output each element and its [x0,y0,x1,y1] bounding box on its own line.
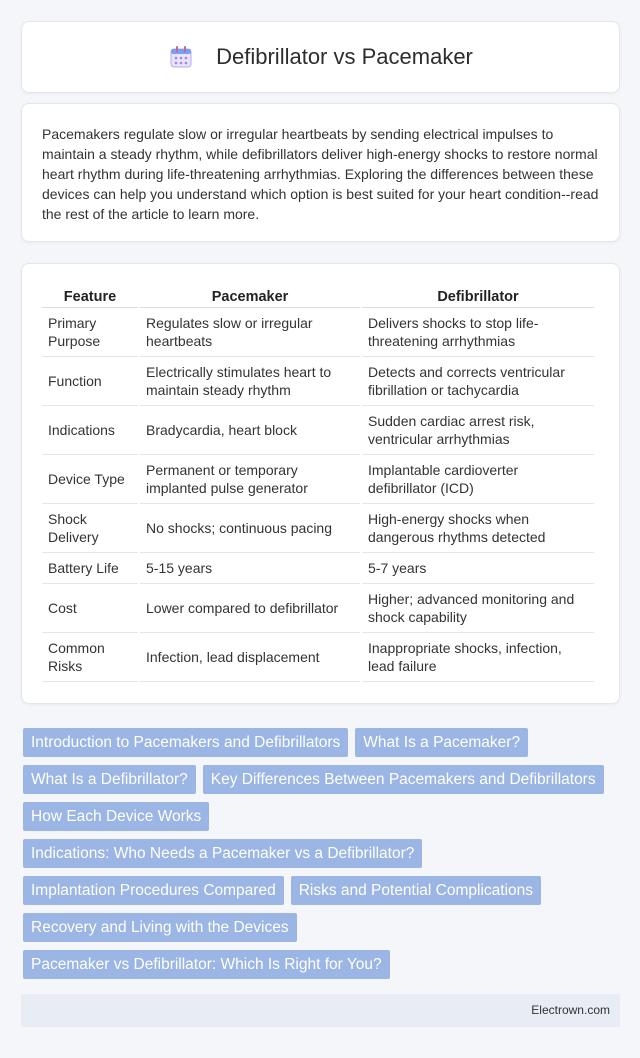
defibrillator-cell: Implantable cardioverter defibrillator (ICD) [362,455,594,504]
feature-cell: Shock Delivery [42,504,138,553]
toc-link-how-each-works[interactable]: How Each Device Works [23,802,209,831]
header-feature: Feature [42,282,138,308]
toc-link-what-is-pacemaker[interactable]: What Is a Pacemaker? [355,728,528,757]
toc-link-key-differences[interactable]: Key Differences Between Pacemakers and Defibrillators [203,765,604,794]
feature-cell: Primary Purpose [42,308,138,357]
defibrillator-cell: Higher; advanced monitoring and shock capability [362,584,594,633]
defibrillator-cell: Detects and corrects ventricular fibrillation or tachycardia [362,357,594,406]
pacemaker-cell: Bradycardia, heart block [140,406,360,455]
toc-link-introduction[interactable]: Introduction to Pacemakers and Defibrillators [23,728,348,757]
pacemaker-cell: Infection, lead displacement [140,633,360,682]
comparison-table-card [21,263,620,704]
header-defibrillator: Defibrillator [362,282,594,308]
table-row [42,357,594,406]
page-title: Defibrillator vs Pacemaker [216,44,473,69]
table-row [42,504,594,553]
pacemaker-cell: Lower compared to defibrillator [140,584,360,633]
toc-row [23,839,620,868]
feature-cell: Common Risks [42,633,138,682]
toc-link-what-is-defibrillator[interactable]: What Is a Defibrillator? [23,765,196,794]
toc-link-implantation[interactable]: Implantation Procedures Compared [23,876,284,905]
footer-site-name[interactable]: Electrown.com [531,1003,610,1017]
toc-row [23,876,620,905]
defibrillator-cell: Inappropriate shocks, infection, lead failure [362,633,594,682]
pacemaker-cell: Electrically stimulates heart to maintain steady rhythm [140,357,360,406]
table-row [42,406,594,455]
toc-row [23,802,620,831]
toc-row [23,728,620,757]
feature-cell: Cost [42,584,138,633]
table-row [42,308,594,357]
toc-row [23,950,620,979]
toc-row [23,765,620,794]
intro-card [21,103,620,242]
feature-cell: Indications [42,406,138,455]
toc-link-risks[interactable]: Risks and Potential Complications [291,876,541,905]
pacemaker-cell: Regulates slow or irregular heartbeats [140,308,360,357]
calendar-icon [168,44,194,70]
pacemaker-cell: 5-15 years [140,553,360,584]
toc-link-recovery[interactable]: Recovery and Living with the Devices [23,913,297,942]
pacemaker-cell: No shocks; continuous pacing [140,504,360,553]
defibrillator-cell: 5-7 years [362,553,594,584]
intro-paragraph: Pacemakers regulate slow or irregular heartbeats by sending electrical impulses to maintain a steady rhythm, while defibrillators deliver high-energy shocks to restore normal heart rhythm during life-threatening arrhythmias. Exploring the differences between these devices can help you understand which option is best suited for your heart condition--read the rest of the article to learn more. [42,126,599,222]
defibrillator-cell: Sudden cardiac arrest risk, ventricular arrhythmias [362,406,594,455]
header-card [21,21,620,93]
feature-cell: Battery Life [42,553,138,584]
defibrillator-cell: Delivers shocks to stop life-threatening arrhythmias [362,308,594,357]
comparison-table [40,282,596,682]
defibrillator-cell: High-energy shocks when dangerous rhythms detected [362,504,594,553]
header-pacemaker: Pacemaker [140,282,360,308]
feature-cell: Device Type [42,455,138,504]
table-row [42,455,594,504]
pacemaker-cell: Permanent or temporary implanted pulse generator [140,455,360,504]
table-header-row [42,282,594,308]
toc-link-indications[interactable]: Indications: Who Needs a Pacemaker vs a Defibrillator? [23,839,422,868]
toc-link-which-is-right[interactable]: Pacemaker vs Defibrillator: Which Is Right for You? [23,950,390,979]
table-row [42,584,594,633]
table-of-contents [23,728,620,987]
table-row [42,553,594,584]
footer [21,994,620,1027]
toc-row [23,913,620,942]
table-row [42,633,594,682]
feature-cell: Function [42,357,138,406]
